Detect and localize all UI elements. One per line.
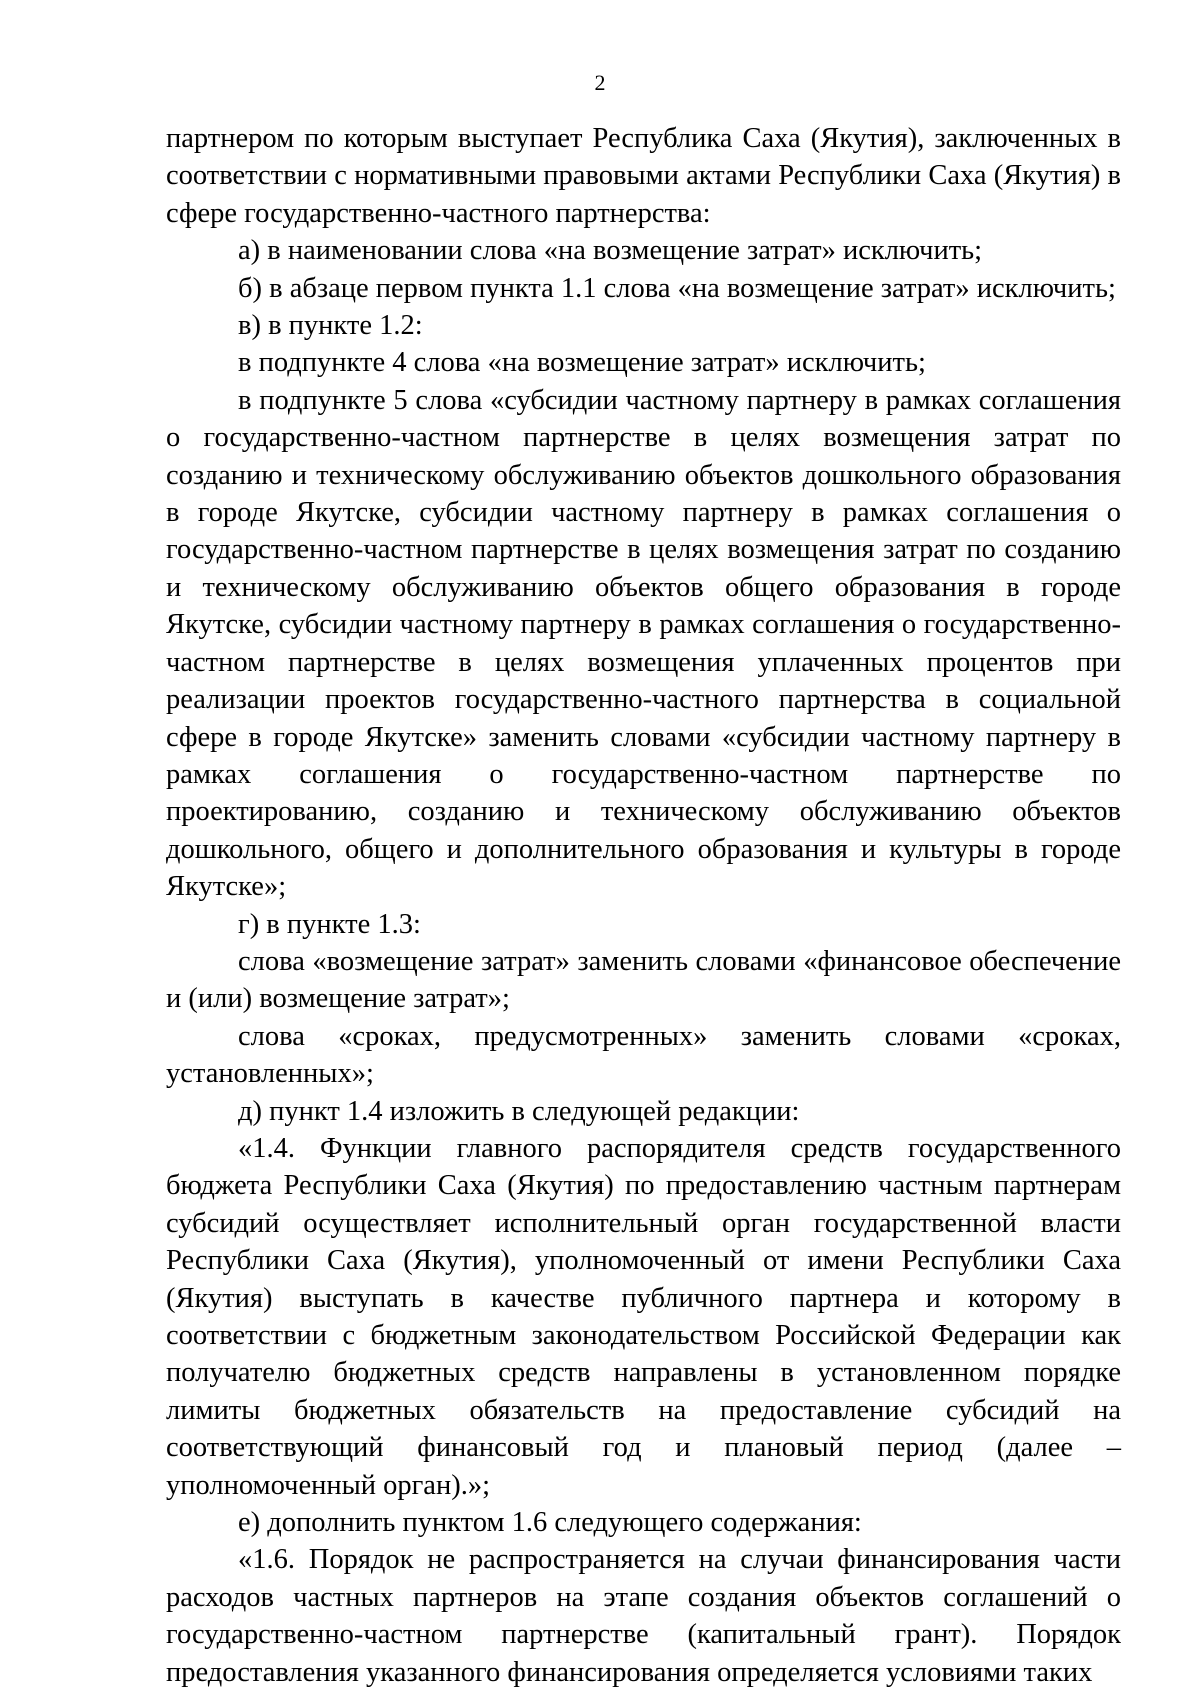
- document-body: [166, 120, 1121, 1691]
- paragraph: е) дополнить пунктом 1.6 следующего содержания:: [238, 1507, 862, 1539]
- paragraph: а) в наименовании слова «на возмещение затрат» исключить;: [238, 235, 983, 267]
- paragraph: в подпункте 4 слова «на возмещение затрат» исключить;: [238, 347, 926, 379]
- page-number: 2: [594, 70, 606, 95]
- paragraph: г) в пункте 1.3:: [238, 908, 421, 940]
- paragraph: д) пункт 1.4 изложить в следующей редакции:: [238, 1095, 800, 1127]
- paragraph: партнером по которым выступает Республика Саха (Якутия), заключенных в соответствии с нормативными правовыми актами Республики Саха (Якутия) в сфере государственно-частного партнерства:: [166, 123, 1121, 229]
- paragraph: «1.4. Функции главного распорядителя средств государственного бюджета Республики Саха (Якутия) по предоставлению частным партнерам субсидий осуществляет исполнительный орган государственной власти Республики Саха (Якутия), уполномоченный от имени Республики Саха (Якутия) выступать в качестве публичного партнера и которому в соответствии с бюджетным законодательством Российской Федерации как получателю бюджетных средств направлены в установленном порядке лимиты бюджетных обязательств на предоставление субсидий на соответствующий финансовый год и плановый период (далее – уполномоченный орган).»;: [166, 1132, 1121, 1501]
- paragraph: в подпункте 5 слова «субсидии частному партнеру в рамках соглашения о государственно-частном партнерстве в целях возмещения затрат по созданию и техническому обслуживанию объектов дошкольного образования в городе Якутске, субсидии частному партнеру в рамках соглашения о государственно-частном партнерстве в целях возмещения затрат по созданию и техническому обслуживанию объектов общего образования в городе Якутске, субсидии частному партнеру в рамках соглашения о государственно-частном партнерстве в целях возмещения уплаченных процентов при реализации проектов государственно-частного партнерства в социальной сфере в городе Якутске» заменить словами «субсидии частному партнеру в рамках соглашения о государственно-частном партнерстве по проектированию, созданию и техническому обслуживанию объектов дошкольного, общего и дополнительного образования и культуры в городе Якутске»;: [166, 384, 1121, 903]
- paragraph: «1.6. Порядок не распространяется на случаи финансирования части расходов частных партнеров на этапе создания объектов соглашений о государственно-частном партнерстве (капитальный грант). Порядок предоставления указанного финансирования определяется условиями таких: [166, 1544, 1121, 1688]
- paragraph: слова «возмещение затрат» заменить словами «финансовое обеспечение и (или) возмещение затрат»;: [166, 945, 1121, 1015]
- paragraph: в) в пункте 1.2:: [238, 310, 423, 342]
- paragraph: слова «сроках, предусмотренных» заменить словами «сроках, установленных»;: [166, 1020, 1121, 1090]
- paragraph: б) в абзаце первом пункта 1.1 слова «на возмещение затрат» исключить;: [238, 272, 1116, 304]
